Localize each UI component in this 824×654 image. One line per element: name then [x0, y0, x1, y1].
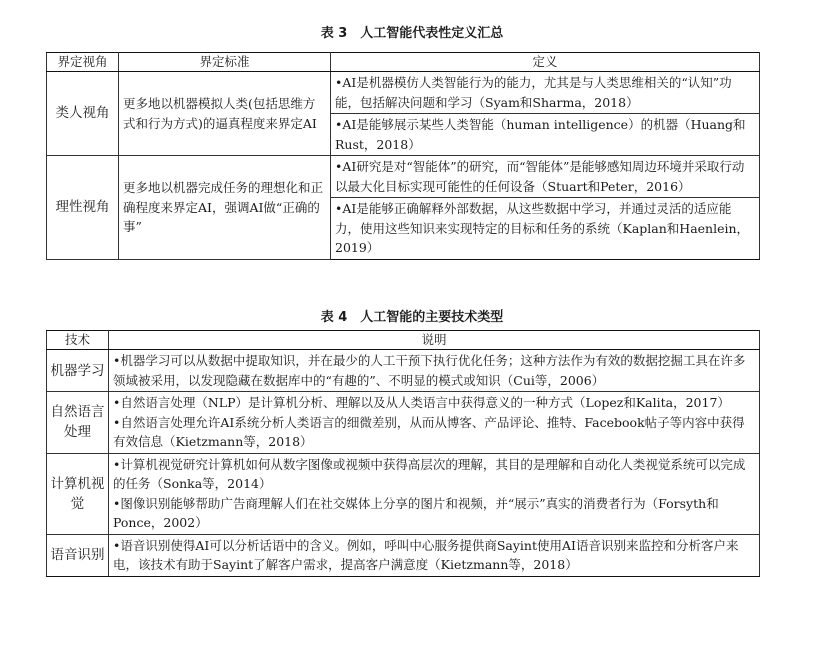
description-item: •计算机视觉研究计算机如何从数字图像或视频中获得高层次的理解，其目的是理解和自动化人类视觉系统可以完成的任务（Sonka等，2014） [113, 456, 746, 491]
tech-cell: 语音识别 [47, 534, 109, 576]
table4-header-row [47, 331, 760, 350]
description-item: •自然语言处理允许AI系统分析人类语言的细微差别，从而从博客、产品评论、推特、Facebook帖子等内容中获得有效信息（Kietzmann等，2018） [113, 414, 745, 449]
table3-ai-definitions [46, 52, 760, 260]
description-cell [109, 534, 760, 576]
table4-ai-technologies [46, 330, 760, 577]
description-item: •语音识别使得AI可以分析话语中的含义。例如，呼叫中心服务提供商Sayint使用AI语音识别来监控和分析客户来电，该技术有助于Sayint了解客户需求，提高客户满意度（Kietzmann等，2018） [113, 537, 739, 572]
table3-caption: 表 3 人工智能代表性定义汇总 [320, 26, 504, 41]
definition-cell: •AI是能够展示某些人类智能（human intelligence）的机器（Huang和Rust，2018） [331, 114, 760, 156]
view-cell: 理性视角 [47, 156, 119, 260]
description-item: •机器学习可以从数据中提取知识，并在最少的人工干预下执行优化任务；这种方法作为有效的数据挖掘工具在许多领域被采用，以发现隐藏在数据库中的“有趣的”、不明显的模式或知识（Cui等，2006） [113, 353, 746, 388]
view-cell: 类人视角 [47, 72, 119, 156]
description-item: •图像识别能够帮助广告商理解人们在社交媒体上分享的图片和视频，并“展示”真实的消费者行为（Forsyth和Ponce，2002） [113, 495, 719, 530]
header-view: 界定视角 [47, 53, 119, 72]
header-definition: 定义 [331, 53, 760, 72]
table3-header-row [47, 53, 760, 72]
criterion-cell: 更多地以机器完成任务的理想化和正确程度来界定AI，强调AI做“正确的事” [119, 156, 331, 260]
header-technology: 技术 [47, 331, 109, 350]
header-criterion: 界定标准 [119, 53, 331, 72]
description-cell [109, 453, 760, 534]
table-row [47, 156, 760, 198]
tech-cell: 机器学习 [47, 350, 109, 392]
description-cell [109, 350, 760, 392]
description-item: •自然语言处理（NLP）是计算机分析、理解以及从人类语言中获得意义的一种方式（Lopez和Kalita，2017） [113, 395, 730, 410]
table4-caption: 表 4 人工智能的主要技术类型 [320, 310, 504, 325]
description-cell [109, 392, 760, 454]
table-row [47, 72, 760, 114]
header-description: 说明 [109, 331, 760, 350]
tech-cell: 计算机视觉 [47, 453, 109, 534]
criterion-cell: 更多地以机器模拟人类(包括思维方式和行为方式)的逼真程度来界定AI [119, 72, 331, 156]
tech-cell: 自然语言处理 [47, 392, 109, 454]
table-row [47, 534, 760, 576]
table-row [47, 392, 760, 454]
table-row [47, 453, 760, 534]
definition-cell: •AI是能够正确解释外部数据，从这些数据中学习，并通过灵活的适应能力，使用这些知识来实现特定的目标和任务的系统（Kaplan和Haenlein，2019） [331, 198, 760, 260]
definition-cell: •AI研究是对“智能体”的研究，而“智能体”是能够感知周边环境并采取行动以最大化目标实现可能性的任何设备（Stuart和Peter，2016） [331, 156, 760, 198]
table-row [47, 350, 760, 392]
definition-cell: •AI是机器模仿人类智能行为的能力，尤其是与人类思维相关的“认知”功能，包括解决问题和学习（Syam和Sharma，2018） [331, 72, 760, 114]
